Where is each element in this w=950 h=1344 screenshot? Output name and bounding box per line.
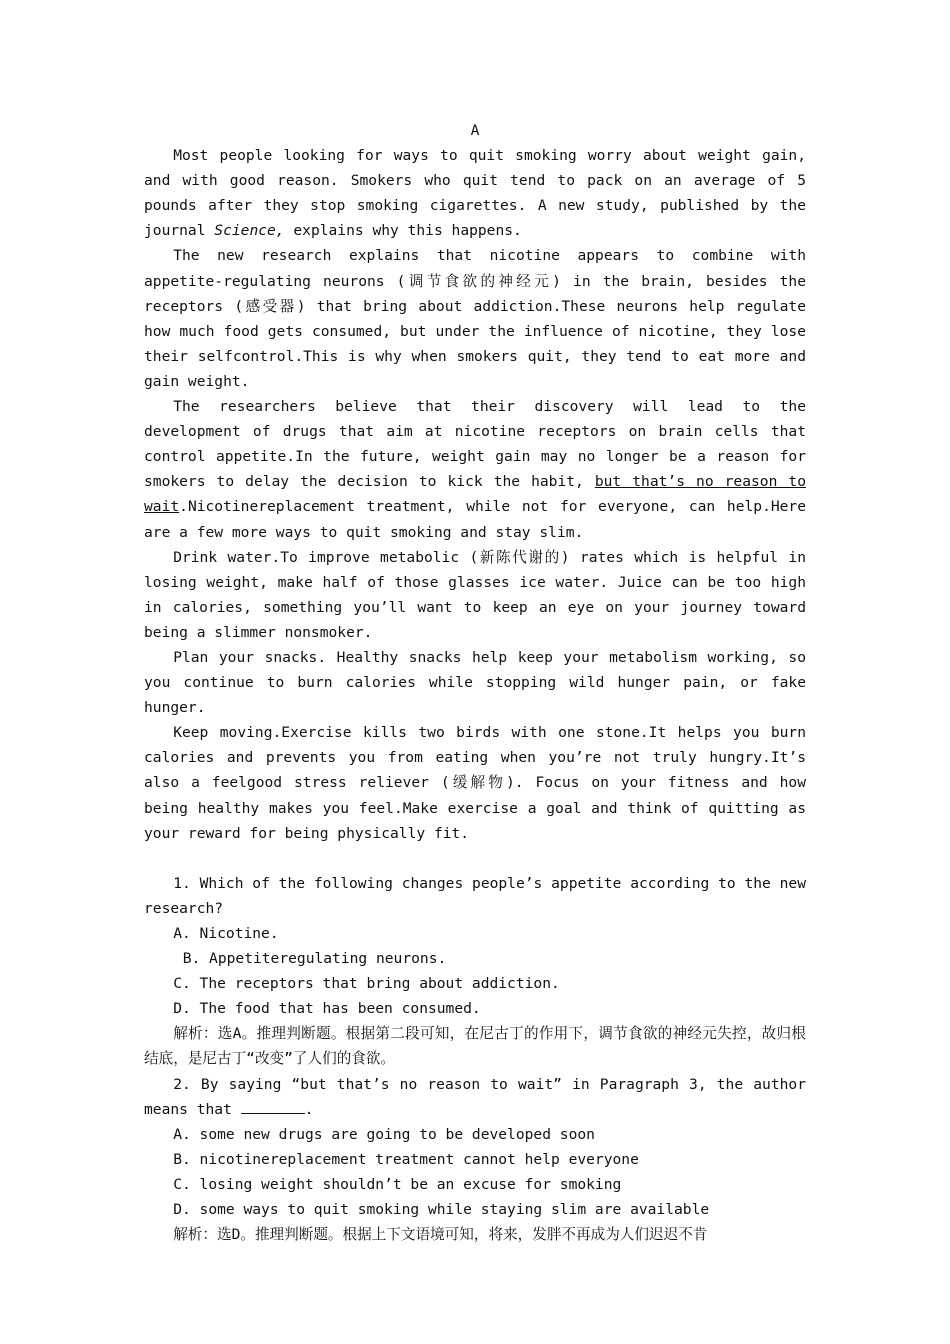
- passage-heading: A: [470, 122, 480, 139]
- question-2-option-b: B. nicotinereplacement treatment cannot help everyone: [173, 1150, 639, 1168]
- paragraph-5: Plan your snacks. Healthy snacks help keep your metabolism working, so you continue to burn calories while stopping wild hunger pain, or fake hunger.: [144, 648, 806, 717]
- paragraph-3-text: The researchers believe that their discovery will lead to the development of drugs that aim at nicotine receptors on brain cells that control appetite.In the future, weight gain may no longer be a reason for smokers to delay the decision to kick the habit,: [144, 398, 806, 491]
- paragraph-1-text: Most people looking for ways to quit smoking worry about weight gain, and with good reason. Smokers who quit tend to pack on an average of 5 pounds after they stop smoking cigarettes. A new study, published by the journal: [144, 147, 806, 240]
- paragraph-1: [144, 143, 806, 243]
- question-2-option-c: C. losing weight shouldn’t be an excuse for smoking: [173, 1175, 622, 1193]
- question-2-option-a: A. some new drugs are going to be developed soon: [173, 1125, 595, 1143]
- section-gap: [144, 846, 806, 871]
- question-1-option-c: C. The receptors that bring about addiction.: [173, 975, 560, 993]
- document-page: [144, 118, 806, 1247]
- journal-name: Science,: [214, 222, 285, 240]
- paragraph-3-text-end: .Nicotinereplacement treatment, while not for everyone, can help.Here are a few more ways to quit smoking and stay slim.: [144, 498, 806, 541]
- paragraph-4: Drink water.To improve metabolic (新陈代谢的) rates which is helpful in losing weight, make half of those glasses ice water. Juice can be too high in calories, something you’ll want to keep an eye on your journey toward being a slimmer nonsmoker.: [144, 548, 806, 641]
- answer-blank: [241, 1099, 305, 1114]
- question-2-stem-end: .: [304, 1100, 314, 1118]
- question-2-option-d: D. some ways to quit smoking while staying slim are available: [173, 1201, 710, 1219]
- question-1-option-d: D. The food that has been consumed.: [173, 1000, 481, 1018]
- paragraph-2: The new research explains that nicotine appears to combine with appetite-regulating neurons (调节食欲的神经元) in the brain, besides the receptors (感受器) that bring about addiction.These neurons help regulate how much food gets consumed, but under the influence of nicotine, they lose their selfcontrol.This is why when smokers quit, they tend to eat more and gain weight.: [144, 247, 806, 390]
- question-1-stem: 1. Which of the following changes people’s appetite according to the new research?: [144, 874, 806, 917]
- question-1-option-b: B. Appetiteregulating neurons.: [182, 950, 447, 968]
- question-2-stem-text: 2. By saying “but that’s no reason to wait” in Paragraph 3, the author means that: [144, 1075, 806, 1118]
- paragraph-6: Keep moving.Exercise kills two birds with one stone.It helps you burn calories and prevents you from eating when you’re not truly hungry.It’s also a feelgood stress reliever (缓解物). Focus on your fitness and how being healthy makes you feel.Make exercise a goal and think of quitting as your reward for being physically fit.: [144, 724, 806, 842]
- paragraph-3: [144, 394, 806, 545]
- question-1-analysis: 解析：选A。推理判断题。根据第二段可知，在尼古丁的作用下，调节食欲的神经元失控，故归根结底，是尼古丁“改变”了人们的食欲。: [144, 1025, 806, 1068]
- question-1-option-a: A. Nicotine.: [173, 925, 279, 942]
- question-2-stem: [144, 1072, 806, 1122]
- underlined-phrase: but that’s no reason to wait: [144, 473, 806, 516]
- paragraph-1-text-end: explains why this happens.: [284, 222, 522, 240]
- question-2-analysis: 解析：选D。推理判断题。根据上下文语境可知，将来，发胖不再成为人们迟迟不肯: [173, 1226, 708, 1244]
